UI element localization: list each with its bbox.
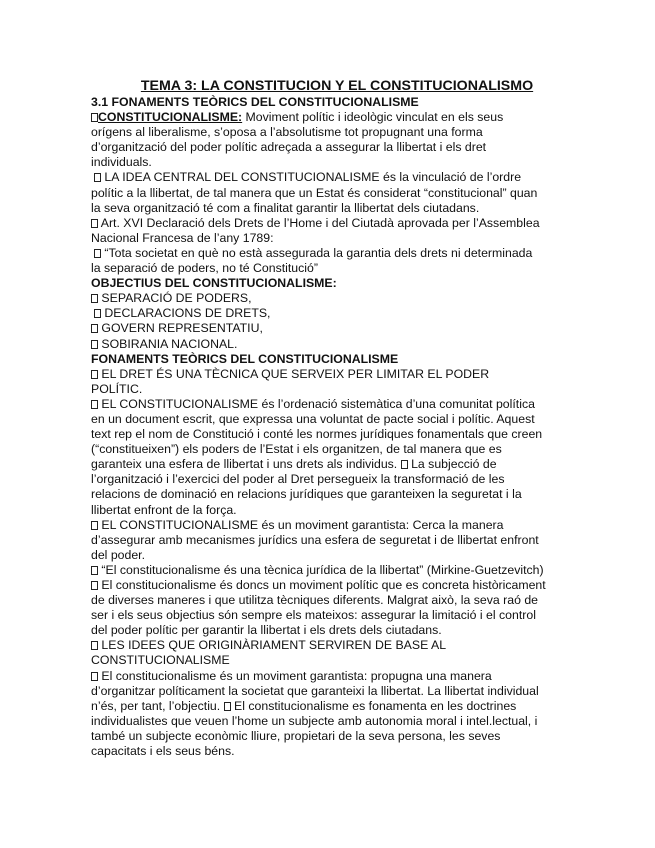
text-line: “El constitucionalisme és una tècnica jurídica de la llibertat” (Mirkine-Guetzevitch): [91, 563, 569, 578]
text-line: n’és, per tant, l’objectiu. El constitucionalisme es fonamenta en les doctrines: [91, 698, 517, 713]
text-line: El constitucionalisme és doncs un moviment polític que es concreta històricament: [91, 578, 569, 593]
text-line: LES IDEES QUE ORIGINÀRIAMENT SERVIREN DE BASE AL: [91, 638, 569, 653]
section-heading-1: 3.1 FONAMENTS TEÒRICS DEL CONSTITUCIONALISME: [91, 95, 419, 109]
document-page: [91, 78, 569, 759]
bullet-box-icon: [94, 309, 101, 318]
bullet-box-icon: [401, 460, 408, 469]
paragraph-quote: “Tota societat en què no està assegurada la garantia dels drets ni determinada la separació de poders, no té Constitució”: [91, 245, 533, 276]
list-item: GOVERN REPRESENTATIU,: [91, 321, 569, 336]
bullet-box-icon: [94, 173, 101, 182]
text-line: El constitucionalisme és un moviment garantista: propugna una manera: [91, 669, 569, 684]
text-line: d’organitzar políticament la societat que garanteixi la llibertat. La llibertat individual: [91, 683, 539, 698]
page-title: TEMA 3: LA CONSTITUCION Y EL CONSTITUCIONALISMO: [140, 78, 534, 94]
text-line: de diverses maneres i que utilitza tècniques diferents. Malgrat això, la seva raó de: [91, 593, 539, 608]
term-constitucionalisme: CONSTITUCIONALISME:: [98, 110, 243, 125]
text-line: del poder.: [91, 547, 146, 562]
list-item: SEPARACIÓ DE PODERS,: [91, 291, 569, 306]
text-line: del poder polític per garantir la llibertat i els drets dels ciutadans.: [91, 623, 442, 638]
bullet-box-icon: [91, 294, 98, 303]
bullet-box-icon: [91, 521, 98, 530]
bullet-box-icon: [91, 641, 98, 650]
text-line: POLÍTIC.: [91, 381, 143, 396]
paragraph-definition: CONSTITUCIONALISME: Moviment polític i ideològic vinculat en els seus orígens al liberalisme, s’oposa a l’absolutisme tot propugnant una forma d’organització del poder polític adreçada a assegurar la llibertat i els dret individuals.: [91, 110, 504, 170]
text-line: garanteix una esfera de llibertat i uns drets als individus. La subjecció de: [91, 457, 497, 472]
bullet-box-icon: [91, 581, 98, 590]
text-line: l’organització i l’exercici del poder al Dret persegueix la transformació de les: [91, 472, 505, 487]
text-line: text rep el nom de Constitució i conté les normes jurídiques fonamentals que creen: [91, 427, 543, 442]
list-item: SOBIRANIA NACIONAL.: [91, 337, 569, 352]
text-line: CONSTITUCIONALISME: [91, 653, 230, 668]
text-line: en un document escrit, que expressa una voluntat de pacte social i polític. Aquest: [91, 411, 535, 426]
bullet-box-icon: [91, 370, 98, 379]
bullet-box-icon: [91, 672, 98, 681]
bullet-box-icon: [224, 702, 231, 711]
paragraph-article: Art. XVI Declaració dels Drets de l’Home i del Ciutadà aprovada per l’Assemblea Nacional Francesa de l’any 1789:: [91, 215, 540, 245]
text-line: EL CONSTITUCIONALISME és l’ordenació sistemàtica d’una comunitat política: [91, 397, 569, 412]
text-line: llibertat enfront de la força.: [91, 502, 237, 517]
bullet-box-icon: [91, 566, 98, 575]
text-line: ser i els seus objectius són sempre els mateixos: assegurar la limitació i el control: [91, 608, 536, 623]
text-line: individualistes que veuen l’home un subjecte amb autonomia moral i intel.lectual, i: [91, 713, 538, 728]
bullet-box-icon: [91, 113, 98, 122]
bullet-box-icon: [91, 340, 98, 349]
objectives-list: [91, 291, 569, 351]
list-item: DECLARACIONS DE DRETS,: [91, 306, 569, 321]
section2-body: [91, 367, 569, 759]
bullet-box-icon: [94, 249, 101, 258]
bullet-box-icon: [91, 400, 98, 409]
bullet-box-icon: [91, 219, 98, 228]
text-line: capacitats i els seus béns.: [91, 744, 235, 759]
text-line: (“constitueixen”) els poders de l’Estat i els organitzen, de tal manera que es: [91, 442, 502, 457]
text-line: d’assegurar amb mecanismes jurídics una esfera de seguretat i de llibertat enfront: [91, 532, 539, 547]
bullet-box-icon: [91, 324, 98, 333]
text-line: EL DRET ÉS UNA TÈCNICA QUE SERVEIX PER LIMITAR EL PODER: [91, 367, 569, 382]
text-line: també un subjecte econòmic lliure, propietari de la seva persona, les seves: [91, 728, 501, 743]
objectives-heading: OBJECTIUS DEL CONSTITUCIONALISME:: [91, 276, 337, 291]
text-line: relacions de dominació en relacions jurídiques que garanteixen la seguretat i la: [91, 487, 522, 502]
section-heading-2: FONAMENTS TEÒRICS DEL CONSTITUCIONALISME: [91, 351, 399, 366]
paragraph-idea-central: LA IDEA CENTRAL DEL CONSTITUCIONALISME és la vinculació de l’ordre polític a la llibertat, de tal manera que un Estat és considerat “constitucional” quan la seva organització té com a finalitat garantir la llibertat dels ciutadans.: [91, 170, 538, 215]
text-line: EL CONSTITUCIONALISME és un moviment garantista: Cerca la manera: [91, 518, 569, 533]
